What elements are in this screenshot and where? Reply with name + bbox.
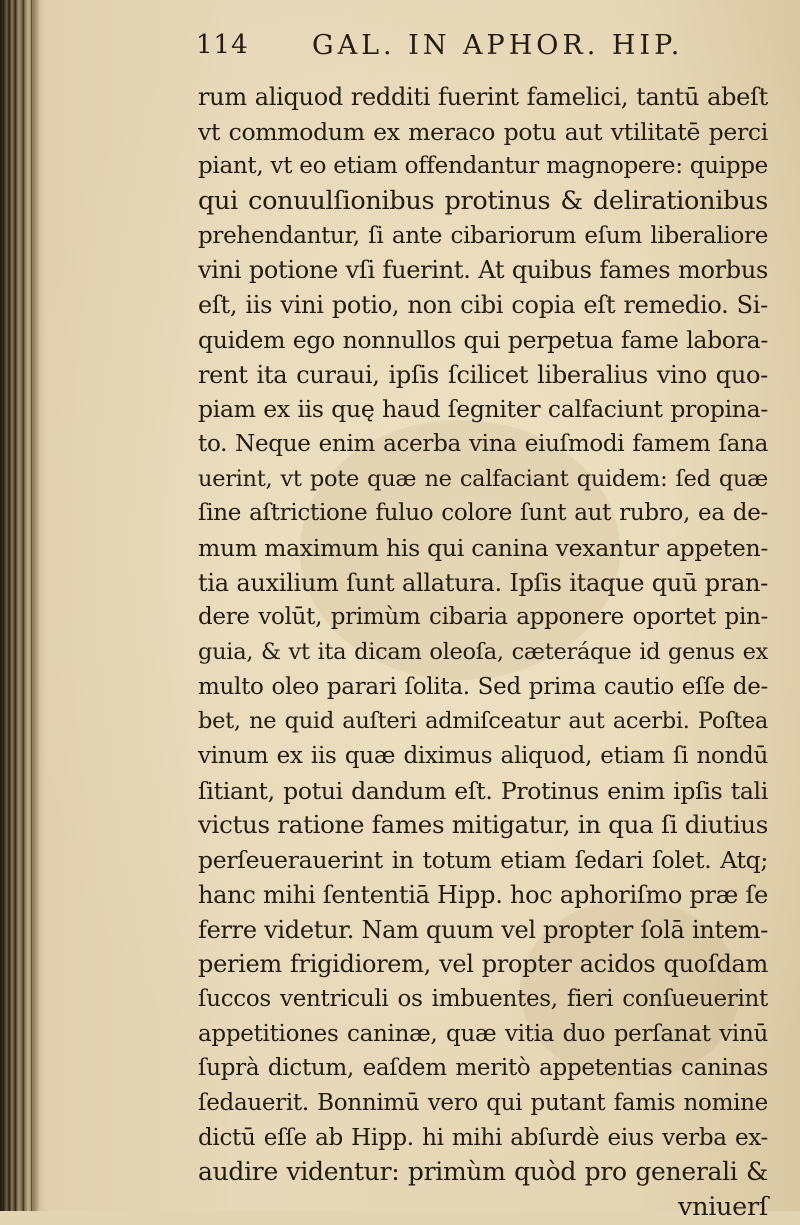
gutter-edge-line (23, 0, 24, 1211)
text-line: ferre videtur. Nam quum vel propter ſolā intem- (198, 915, 768, 944)
text-line: guia, & vt ita dicam oleoſa, cæteráque id genus ex (198, 639, 768, 665)
text-line: rent ita curaui, ipſis ſcilicet liberalius vino quo- (198, 360, 768, 389)
text-line: appetitiones caninæ, quæ vitia duo perſanat vinū (198, 1020, 768, 1047)
text-line: ſuccos ventriculi os imbuentes, fieri conſueuerint (198, 985, 768, 1012)
page-number: 114 (196, 30, 249, 60)
text-line: victus ratione fames mitigatur, in qua ſi diutius (198, 810, 768, 840)
text-line: to. Neque enim acerba vina eiuſmodi famem ſana (198, 430, 768, 457)
gutter-edge-line (3, 0, 4, 1211)
text-line: qui conuulſionibus protinus & delirationibus (198, 186, 768, 217)
text-line: prehendantur, ſi ante cibariorum eſum liberaliore (198, 222, 768, 249)
text-line: eſt, iis vini potio, non cibi copia eſt remedio. Si- (198, 291, 768, 320)
text-line: ſuprà dictum, eaſdem meritò appetentias caninas (198, 1055, 768, 1082)
text-line: rum aliquod redditi fuerint famelici, tantū abeſt (198, 83, 768, 111)
text-line: uerint, vt pote quæ ne calfaciant quidem: ſed quæ (198, 465, 768, 492)
text-line: ſine aſtrictione fuluo colore ſunt aut rubro, ea de- (198, 500, 768, 527)
gutter-edge-line (9, 0, 10, 1211)
text-line: piam ex iis quę haud ſegniter calfaciunt propina- (198, 395, 768, 424)
page-header (196, 30, 776, 64)
text-line: vini potione vſi fuerint. At quibus fames morbus (198, 256, 768, 285)
text-line: vt commodum ex meraco potu aut vtilitatē perci (198, 117, 768, 146)
body-text (198, 80, 768, 1225)
text-line: hanc mihi ſententiā Hipp. hoc aphoriſmo præ ſe (198, 880, 768, 909)
text-line: quidem ego nonnullos qui perpetua fame labora- (198, 325, 768, 354)
text-line: dictū eſſe ab Hipp. hi mihi abſurdè eius verba ex- (198, 1124, 768, 1151)
text-line: ſitiant, potui dandum eſt. Protinus enim ipſis tali (198, 776, 768, 805)
catchword: vniuerſ (677, 1192, 768, 1222)
text-line: perſeuerauerint in totum etiam ſedari ſolet. Atq; (198, 846, 768, 875)
gutter-edge-line (31, 0, 32, 1211)
running-title: GAL. IN APHOR. HIP. (312, 30, 684, 61)
text-line: audire videntur: primùm quòd pro generali & (198, 1157, 768, 1187)
text-line: multo oleo parari ſolita. Sed prima cautio eſſe de- (198, 673, 768, 700)
text-line: vinum ex iis quæ diximus aliquod, etiam ſi nondū (198, 743, 768, 770)
text-line: periem frigidiorem, vel propter acidos quoſdam (198, 950, 768, 979)
text-line: dere volūt, primùm cibaria apponere oportet pin- (198, 604, 768, 631)
text-line: mum maximum his qui canina vexantur appeten- (198, 533, 768, 562)
text-line: ſedauerit. Bonnimū vero qui putant famis nomine (198, 1089, 768, 1116)
text-line: bet, ne quid auſteri admiſceatur aut acerbi. Poſtea (198, 708, 768, 735)
gutter-edge-line (15, 0, 16, 1211)
text-line: piant, vt eo etiam offendantur magnopere: quippe (198, 153, 768, 180)
text-line: tia auxilium ſunt allatura. Ipſis itaque quū pran- (198, 568, 768, 597)
